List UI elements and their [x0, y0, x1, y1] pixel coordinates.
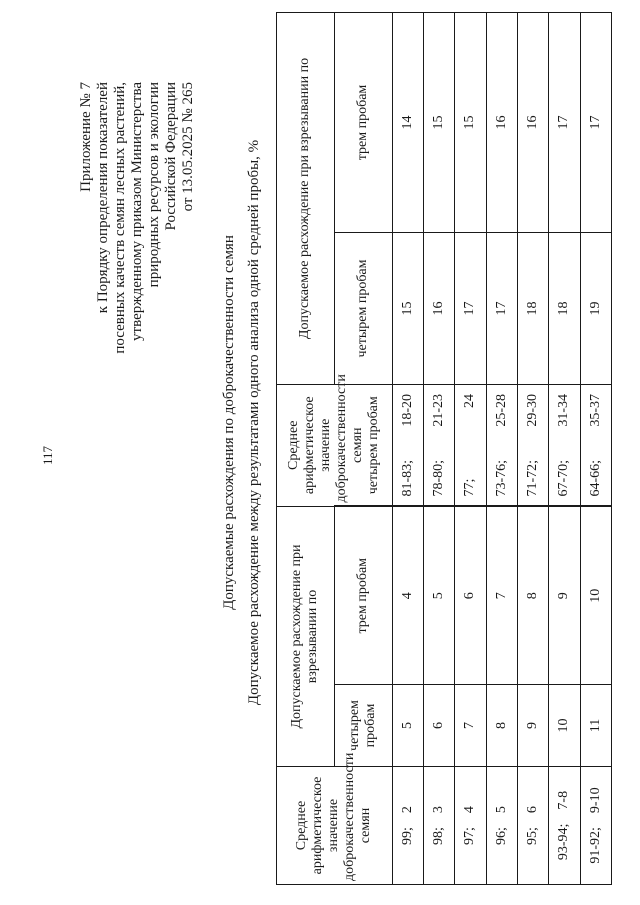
value-b: 18-20 — [399, 394, 415, 427]
left-mean-cell-pair — [400, 770, 416, 881]
header-allowed-right: Допускаемое расхождение при взрезывании по — [277, 13, 335, 385]
left-three-cell: 4 — [392, 507, 423, 685]
right-four-cell: 18 — [517, 233, 548, 385]
table-row — [580, 13, 611, 885]
right-mean-cell — [486, 385, 517, 507]
table-row — [517, 13, 548, 885]
right-three-cell: 15 — [455, 13, 486, 233]
document-title: Допускаемые расхождения по доброкачественности семян — [221, 235, 237, 610]
left-three-cell: 8 — [517, 507, 548, 685]
value-a: 95; — [525, 827, 541, 845]
value-a: 99; — [399, 827, 415, 845]
right-mean-cell — [517, 385, 548, 507]
right-four-cell: 17 — [455, 233, 486, 385]
right-mean-cell-pair — [431, 388, 447, 503]
left-mean-cell-pair — [588, 770, 604, 881]
right-mean-cell — [580, 385, 611, 507]
value-a: 77; — [462, 478, 478, 497]
left-mean-cell — [580, 767, 611, 885]
right-four-cell: 17 — [486, 233, 517, 385]
left-mean-cell — [455, 767, 486, 885]
value-b: 29-30 — [525, 394, 541, 427]
left-three-cell: 6 — [455, 507, 486, 685]
right-three-cell: 16 — [486, 13, 517, 233]
annex-block — [78, 82, 197, 354]
left-mean-cell-pair — [556, 770, 572, 881]
left-four-cell: 6 — [423, 685, 454, 767]
header-three-right: трем пробам — [334, 13, 392, 233]
right-mean-cell-pair — [494, 388, 510, 503]
left-four-cell: 5 — [392, 685, 423, 767]
value-a: 78-80; — [431, 459, 447, 497]
left-three-cell: 5 — [423, 507, 454, 685]
left-three-cell: 9 — [549, 507, 580, 685]
value-b: 7-8 — [556, 790, 572, 810]
value-a: 71-72; — [525, 459, 541, 497]
right-three-cell: 15 — [423, 13, 454, 233]
annex-line: Российской Федерации — [163, 82, 179, 231]
annex-line: посевных качеств семян лесных растений, — [112, 82, 128, 354]
header-mean-right — [277, 374, 393, 507]
value-a: 73-76; — [493, 459, 509, 497]
value-b: 21-23 — [431, 394, 447, 427]
header-row-1 — [277, 13, 335, 885]
value-b: 2 — [399, 806, 415, 814]
left-four-cell: 7 — [455, 685, 486, 767]
page-number: 117 — [40, 445, 55, 465]
left-four-cell: 11 — [580, 685, 611, 767]
annex-line: утвержденному приказом Министерства — [129, 82, 145, 341]
left-mean-cell — [392, 767, 423, 885]
annex-line: к Порядку определения показателей — [95, 82, 111, 314]
table-row — [392, 13, 423, 885]
left-three-cell: 10 — [580, 507, 611, 685]
right-mean-cell-pair — [588, 388, 604, 503]
right-mean-cell-pair — [462, 388, 478, 503]
right-four-cell: 18 — [549, 233, 580, 385]
right-three-cell: 14 — [392, 13, 423, 233]
left-mean-cell-pair — [494, 770, 510, 881]
table-row — [455, 13, 486, 885]
right-mean-cell-pair — [400, 388, 416, 503]
right-mean-cell-pair — [525, 388, 541, 503]
value-a: 91-92; — [587, 827, 603, 864]
right-four-cell: 19 — [580, 233, 611, 385]
right-mean-cell — [392, 385, 423, 507]
tolerance-table — [276, 12, 612, 885]
value-b: 6 — [525, 806, 541, 814]
annex-line: от 13.05.2025 № 265 — [180, 82, 196, 212]
annex-line: природных ресурсов и экологии — [146, 82, 162, 288]
left-mean-cell — [423, 767, 454, 885]
value-b: 9-10 — [587, 787, 603, 814]
left-mean-cell-pair — [431, 770, 447, 881]
left-mean-cell-pair — [525, 770, 541, 881]
right-mean-cell — [549, 385, 580, 507]
right-mean-cell-pair — [556, 388, 572, 503]
header-four-right: четырем пробам — [334, 233, 392, 385]
header-mean-right-text: Среднее арифметическое значение доброкачественности семян — [286, 374, 366, 503]
left-four-cell: 8 — [486, 685, 517, 767]
right-mean-cell — [423, 385, 454, 507]
left-mean-cell-pair — [462, 770, 478, 881]
header-mean-left: Среднее арифметическое значение доброкачественности семян — [277, 767, 393, 885]
right-three-cell: 17 — [580, 13, 611, 233]
left-mean-cell — [549, 767, 580, 885]
value-b: 4 — [462, 806, 478, 814]
value-a: 93-94; — [556, 823, 572, 861]
right-four-cell: 16 — [423, 233, 454, 385]
table-row — [423, 13, 454, 885]
value-b: 25-28 — [493, 394, 509, 427]
annex-line: Приложение № 7 — [78, 82, 94, 192]
table-body — [392, 13, 611, 885]
right-three-cell: 16 — [517, 13, 548, 233]
value-a: 67-70; — [556, 459, 572, 497]
left-three-cell: 7 — [486, 507, 517, 685]
header-three-left: трем пробам — [334, 507, 392, 685]
value-b: 24 — [462, 394, 478, 408]
value-a: 81-83; — [399, 459, 415, 497]
left-mean-cell — [486, 767, 517, 885]
value-b: 31-34 — [556, 394, 572, 427]
left-four-cell: 9 — [517, 685, 548, 767]
document-subtitle: Допускаемое расхождение между результатами одного анализа одной средней пробы, % — [246, 139, 262, 706]
left-mean-cell — [517, 767, 548, 885]
table-row — [486, 13, 517, 885]
header-four-left: четырем пробам — [334, 685, 392, 767]
value-b: 3 — [431, 806, 447, 814]
right-three-cell: 17 — [549, 13, 580, 233]
header-allowed-left: Допускаемое расхождение при взрезывании по — [277, 507, 335, 767]
table-row — [549, 13, 580, 885]
right-mean-cell — [455, 385, 486, 507]
value-a: 64-66; — [587, 459, 603, 497]
value-b: 35-37 — [587, 394, 603, 427]
value-a: 96; — [493, 827, 509, 845]
right-four-cell: 15 — [392, 233, 423, 385]
value-b: 5 — [493, 806, 509, 814]
value-a: 98; — [431, 827, 447, 845]
header-mean-right-sub: четырем пробам — [366, 396, 382, 495]
left-four-cell: 10 — [549, 685, 580, 767]
value-a: 97; — [462, 827, 478, 845]
